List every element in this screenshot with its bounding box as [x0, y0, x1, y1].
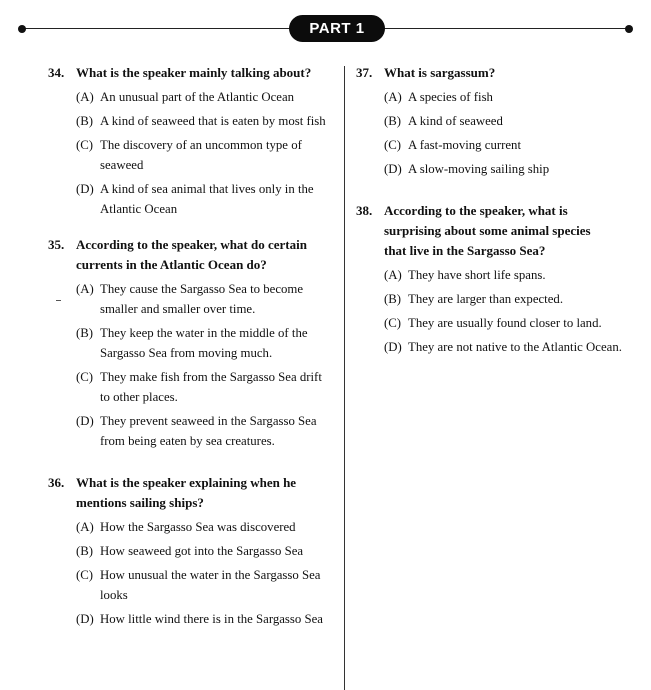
question-37: [356, 63, 641, 179]
option-letter: (D): [76, 612, 94, 626]
option-letter: (A): [384, 90, 402, 104]
question-number: 37.: [356, 65, 373, 80]
left-column: [48, 63, 330, 647]
option-letter: (A): [384, 268, 402, 282]
answer-option[interactable]: [76, 323, 330, 363]
option-letter: (B): [384, 114, 402, 128]
column-divider: [344, 66, 345, 690]
question-text: According to the speaker, what is surprising about some animal species that live in the Sargasso Sea?: [384, 203, 591, 258]
option-letter: (D): [76, 414, 94, 428]
option-letter: (B): [76, 114, 94, 128]
answer-option[interactable]: [76, 87, 330, 107]
answer-option[interactable]: [76, 565, 330, 605]
question-number: 36.: [48, 475, 65, 490]
option-letter: (B): [384, 292, 402, 306]
answer-option[interactable]: [384, 337, 641, 357]
answer-option[interactable]: [76, 411, 330, 451]
answer-option[interactable]: [384, 313, 641, 333]
answer-option[interactable]: [76, 609, 330, 629]
answer-option[interactable]: [384, 159, 641, 179]
option-text: A slow-moving sailing ship: [408, 162, 550, 176]
option-text: How the Sargasso Sea was discovered: [100, 520, 296, 534]
answer-option[interactable]: [76, 279, 330, 319]
question-number: 38.: [356, 203, 373, 218]
header-dot-right: [625, 25, 633, 33]
option-letter: (B): [76, 326, 94, 340]
option-text: A kind of seaweed that is eaten by most fish: [100, 114, 326, 128]
option-letter: (C): [384, 138, 402, 152]
option-text: An unusual part of the Atlantic Ocean: [100, 90, 295, 104]
option-text: A kind of seaweed: [408, 114, 503, 128]
question-36: [48, 473, 330, 629]
option-text: They make fish from the Sargasso Sea drift to other places.: [100, 370, 322, 404]
option-text: A species of fish: [408, 90, 493, 104]
answer-option[interactable]: [384, 87, 641, 107]
answer-option[interactable]: [76, 541, 330, 561]
option-text: They prevent seaweed in the Sargasso Sea from being eaten by sea creatures.: [100, 414, 317, 448]
option-text: The discovery of an uncommon type of seaweed: [100, 138, 302, 172]
option-text: A fast-moving current: [408, 138, 522, 152]
answer-option[interactable]: [76, 135, 330, 175]
option-text: They keep the water in the middle of the Sargasso Sea from moving much.: [100, 326, 308, 360]
answer-option[interactable]: [76, 111, 330, 131]
answer-option[interactable]: [384, 111, 641, 131]
answer-option[interactable]: [76, 179, 330, 219]
question-number: 34.: [48, 65, 65, 80]
question-text: What is sargassum?: [384, 65, 496, 80]
question-text: What is the speaker mainly talking about?: [76, 65, 312, 80]
question-38: [356, 201, 641, 357]
option-letter: (A): [76, 90, 94, 104]
option-text: How unusual the water in the Sargasso Sea looks: [100, 568, 321, 602]
answer-option[interactable]: [384, 289, 641, 309]
option-letter: (D): [384, 162, 402, 176]
answer-option[interactable]: [76, 367, 330, 407]
answer-option[interactable]: [76, 517, 330, 537]
answer-option[interactable]: [384, 135, 641, 155]
option-letter: (C): [384, 316, 402, 330]
option-text: They are not native to the Atlantic Ocean.: [408, 340, 622, 354]
question-34: [48, 63, 330, 219]
option-letter: (C): [76, 370, 94, 384]
question-text: What is the speaker explaining when he mentions sailing ships?: [76, 475, 297, 510]
question-number: 35.: [48, 237, 65, 252]
section-header: [0, 0, 651, 60]
option-text: They are usually found closer to land.: [408, 316, 602, 330]
answer-option[interactable]: [384, 265, 641, 285]
option-letter: (A): [76, 520, 94, 534]
question-35: [48, 235, 330, 451]
option-text: They cause the Sargasso Sea to become smaller and smaller over time.: [100, 282, 304, 316]
option-text: They are larger than expected.: [408, 292, 564, 306]
part-title-badge: PART 1: [289, 15, 385, 42]
question-text: According to the speaker, what do certain currents in the Atlantic Ocean do?: [76, 237, 307, 272]
option-letter: (D): [76, 182, 94, 196]
option-letter: (B): [76, 544, 94, 558]
option-letter: (C): [76, 568, 94, 582]
option-text: How little wind there is in the Sargasso Sea: [100, 612, 323, 626]
option-text: A kind of sea animal that lives only in the Atlantic Ocean: [100, 182, 314, 216]
header-dot-left: [18, 25, 26, 33]
right-column: [356, 63, 641, 375]
option-letter: (A): [76, 282, 94, 296]
option-text: How seaweed got into the Sargasso Sea: [100, 544, 304, 558]
option-letter: (C): [76, 138, 94, 152]
option-text: They have short life spans.: [408, 268, 546, 282]
option-letter: (D): [384, 340, 402, 354]
